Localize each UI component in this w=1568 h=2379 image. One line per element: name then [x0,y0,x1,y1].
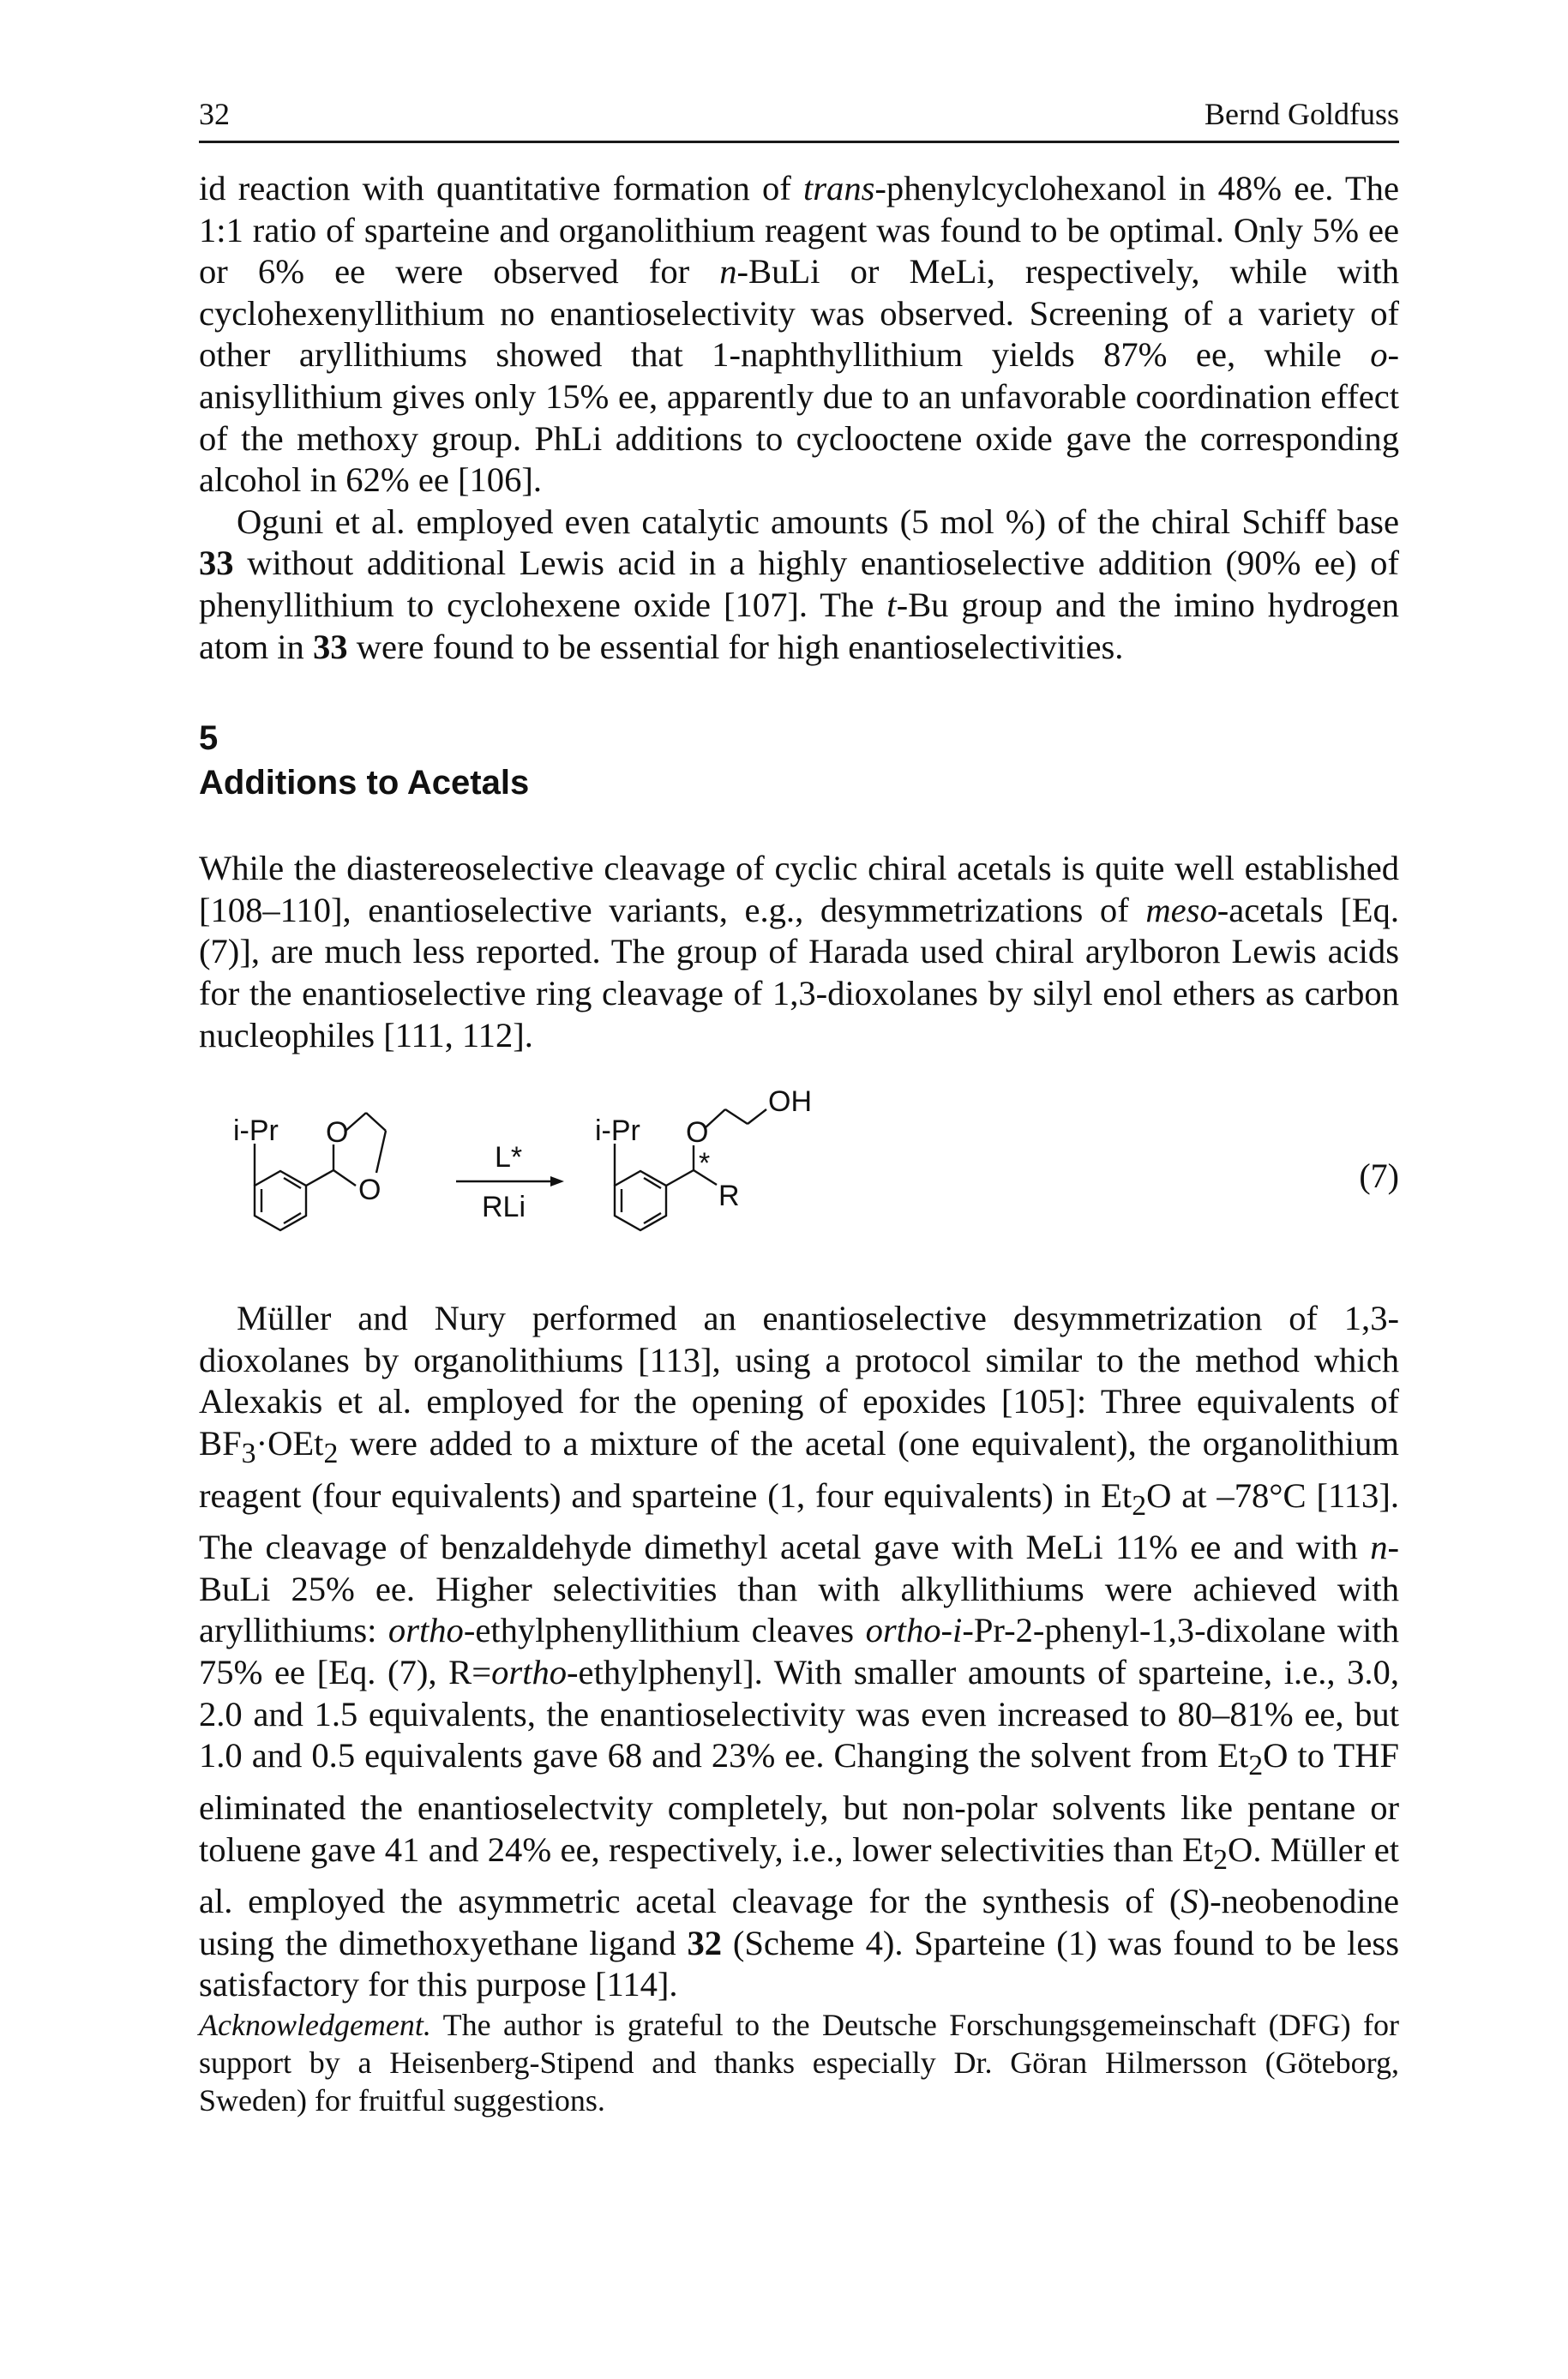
paragraph-1: id reaction with quantitative formation of trans-phenylcyclohexanol in 48% ee. The 1:1 ratio of sparteine and organolithium reagent was found to be optimal. Only 5% ee or 6% ee were observed for n-BuLi or MeLi, respectively, while with cyclohexenyllithium no enantioselectivity was observed. Screening of a variety of other aryllithiums showed that 1-naphthyllithium yields 87% ee, while o-anisyllithium gives only 15% ee, apparently due to an unfavorable coordination effect of the methoxy group. PhLi additions to cyclooctene oxide gave the corresponding alcohol in 62% ee [106]. [199,169,1399,500]
reaction-arrow-head [550,1176,564,1186]
reactant-oxygen-bottom: O [358,1174,381,1207]
section-title: Additions to Acetals [199,764,530,802]
equation-7 [199,1077,1399,1277]
reactant-isopropyl-label: i-Pr [233,1114,279,1148]
product-hydroxyl-label: OH [768,1085,812,1119]
section-number: 5 [199,719,219,758]
equation-number: (7) [1359,1156,1399,1196]
running-header [199,96,1399,143]
reactant-oxygen-top: O [326,1116,349,1150]
paragraph-4: Müller and Nury performed an enantioselective desymmetrization of 1,3-dioxolanes by organolithiums [113], using a protocol similar to the method which Alexakis et al. employed for the opening of epoxides [105]: Three equivalents of $BF_3\cdot OEt_2$ were added to a mixture of the acetal (one equivalent), the organolithium reagent (four equivalents) and sparteine (1, four equivalents) in $Et_2O$ at –78°C [113]. The cleavage of benzaldehyde dimethyl acetal gave with MeLi 11% ee and with n-BuLi 25% ee. Higher selectivities than with alkyllithiums were achieved with aryllithiums: ortho-ethylphenyllithium cleaves ortho-i-Pr-2-phenyl-1,3-dixolane with 75% ee [Eq. (7), R=ortho-ethylphenyl]. With smaller amounts of sparteine, i.e., 3.0, 2.0 and 1.5 equivalents, the enantioselectivity was even increased to 80–81% ee, but 1.0 and 0.5 equivalents gave 68 and 23% ee. Changing the solvent from $Et_2O$ to THF eliminated the enantioselectvity completely, but non-polar solvents like pentane or toluene gave 41 and 24% ee, respectively, i.e., lower selectivities than $Et_2O$. Müller et al. employed the asymmetric acetal cleavage for the synthesis of (S)-neobenodine using the dimethoxyethane ligand 32 (Scheme 4). Sparteine (1) was found to be less satisfactory for this purpose [114]. [199,1299,1399,2004]
stereocenter-mark: * [699,1147,711,1180]
reaction-scheme [199,1077,1399,1277]
running-head-author: Bernd Goldfuss [1205,97,1399,131]
main-text [199,168,1399,2119]
paragraph-2: Oguni et al. employed even catalytic amounts (5 mol %) of the chiral Schiff base 33 without additional Lewis acid in a highly enantioselective addition (90% ee) of phenyllithium to cyclohexene oxide [107]. The t-Bu group and the imino hydrogen atom in 33 were found to be essential for high enantioselectivities. [199,502,1400,666]
section-heading [199,716,1399,805]
acknowledgement-text: The author is grateful to the Deutsche Forschungsgemeinschaft (DFG) for support by a Heisenberg-Stipend and thanks especially Dr. Göran Hilmersson (Göteborg, Sweden) for fruitful suggestions. [199,2008,1399,2118]
reagent-organolithium-label: RLi [482,1191,526,1224]
product-r-group-label: R [718,1180,740,1213]
product-isopropyl-label: i-Pr [595,1114,640,1148]
reagent-ligand-label: L* [495,1141,523,1174]
page-number: 32 [199,97,230,131]
acknowledgement [199,2006,1399,2119]
product-oxygen-label: O [686,1116,709,1150]
paragraph-3: While the diastereoselective cleavage of cyclic chiral acetals is quite well established [108–110], enantioselective variants, e.g., desymmetrizations of meso-acetals [Eq. (7)], are much less reported. The group of Harada used chiral arylboron Lewis acids for the enantioselective ring cleavage of 1,3-dioxolanes by silyl enol ethers as carbon nucleophiles [111, 112]. [199,849,1399,1054]
acknowledgement-label: Acknowledgement. [199,2008,431,2043]
